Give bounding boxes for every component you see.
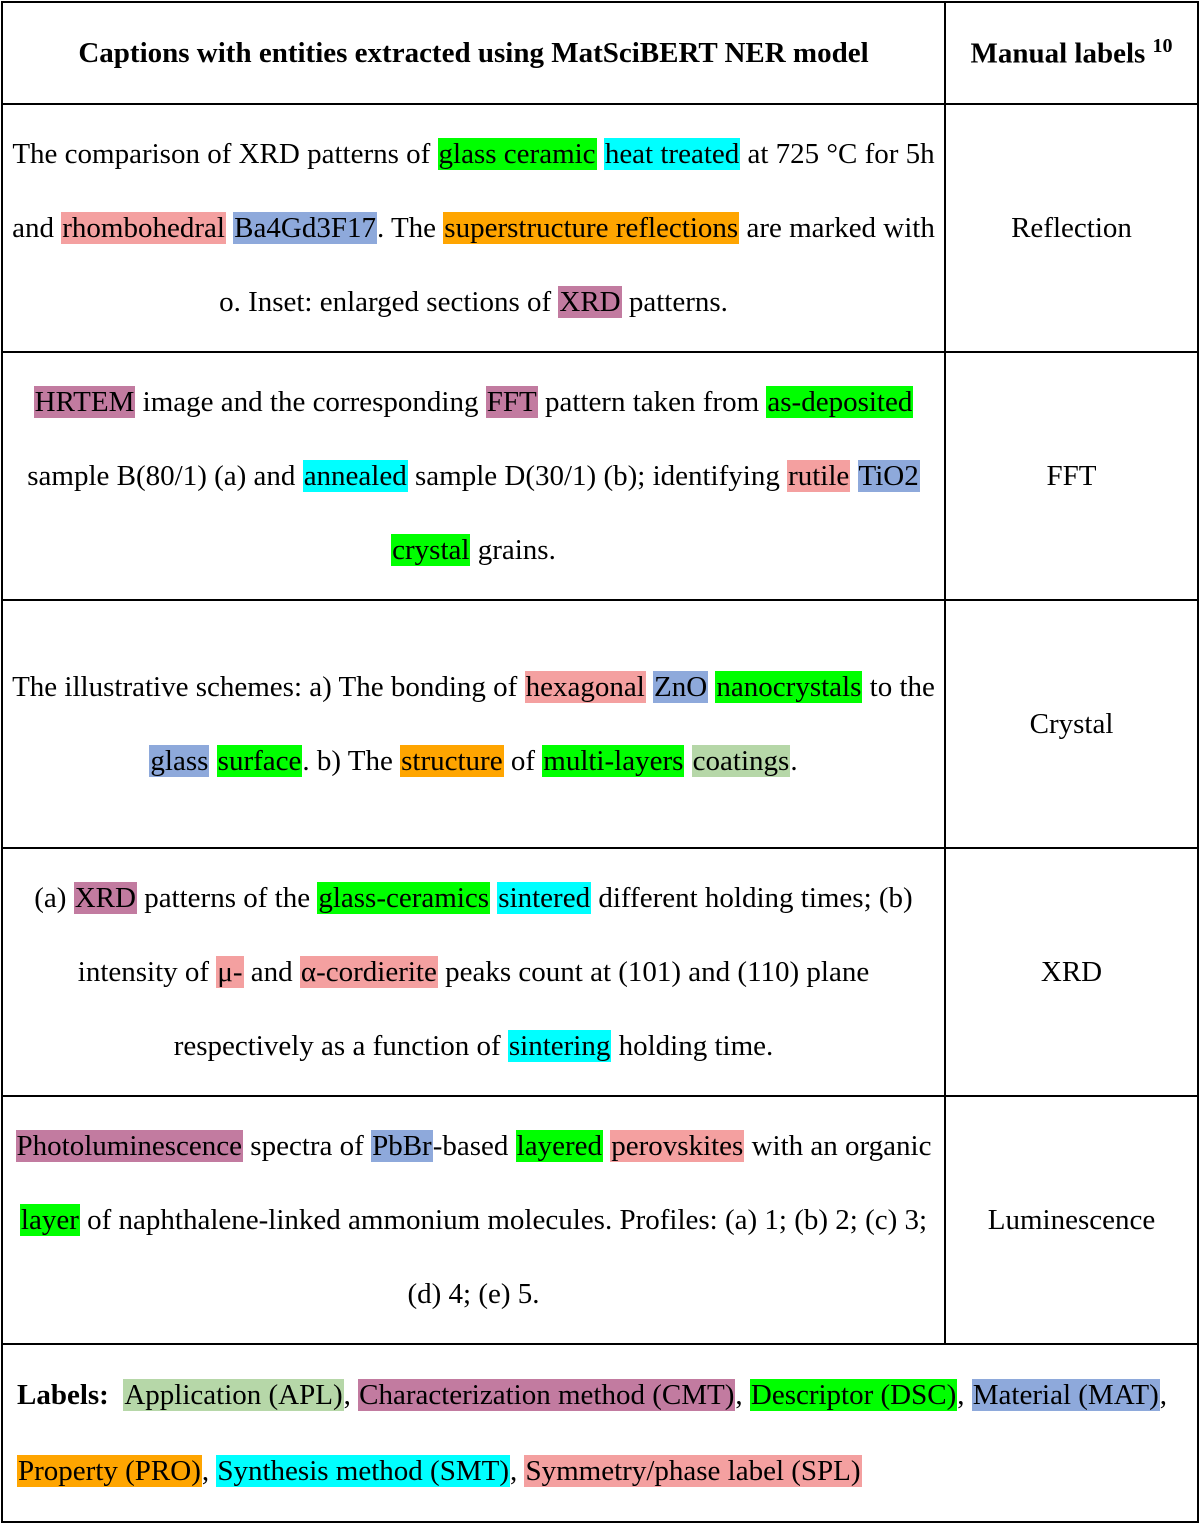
caption-text: . [790,745,798,777]
table-body [2,104,1198,1522]
manual-label-cell: FFT [945,352,1198,600]
header-row [2,2,1198,104]
legend-row [2,1344,1198,1522]
caption-text: . b) The [302,745,401,777]
caption-text [646,671,653,703]
entity-smt: annealed [303,460,407,492]
legend-item-mat: Material (MAT) [972,1379,1159,1411]
entity-cmt: HRTEM [34,386,135,418]
caption-text: The comparison of XRD patterns of [12,138,438,170]
caption-cell [2,104,945,352]
caption-text [684,745,691,777]
legend-separator: , [343,1379,359,1411]
entity-spl: rhombohedral [62,212,225,244]
legend-separator: , [735,1379,750,1411]
entity-dsc: multi-layers [543,745,684,777]
entity-cmt: Photoluminescence [16,1130,243,1162]
caption-column-header [2,2,945,104]
caption-text: different holding times; (b) intensity of [77,882,913,988]
entity-apl: coatings [692,745,790,777]
entity-dsc: surface [217,745,302,777]
caption-text: holding time. [611,1030,774,1062]
caption-text: image and the corresponding [135,386,486,418]
entity-spl: hexagonal [525,671,645,703]
table-row [2,352,1198,600]
caption-cell [2,848,945,1096]
table-row [2,104,1198,352]
entity-spl: μ- [217,956,243,988]
legend-separator: , [1159,1379,1168,1411]
entity-mat: glass [150,745,209,777]
entity-cmt: FFT [486,386,537,418]
caption-text [850,460,857,492]
entity-dsc: as-deposited [767,386,913,418]
manual-label-cell: Reflection [945,104,1198,352]
caption-text: -based [432,1130,516,1162]
caption-text: sample D(30/1) (b); identifying [407,460,788,492]
legend-item-spl: Symmetry/phase label (SPL) [525,1455,861,1487]
legend-item-smt: Synthesis method (SMT) [217,1455,509,1487]
caption-text: patterns. [621,286,728,318]
caption-cell [2,1096,945,1344]
entity-spl: perovskites [611,1130,744,1162]
entity-dsc: crystal [392,534,470,566]
caption-text: (a) [34,882,74,914]
manual-label-cell: XRD [945,848,1198,1096]
caption-column-header-text: Captions with entities extracted using MatSciBERT NER model [78,36,869,69]
legend-item-pro: Property (PRO) [18,1455,201,1487]
ner-caption-table [1,1,1199,1523]
entity-mat: ZnO [654,671,708,703]
entity-dsc: glass-ceramics [318,882,490,914]
entity-dsc: nanocrystals [716,671,862,703]
entity-smt: heat treated [604,138,740,170]
legend-separator: , [201,1455,217,1487]
manual-label-cell: Luminescence [945,1096,1198,1344]
caption-text: of [503,745,543,777]
entity-mat: Ba4Gd3F17 [234,212,376,244]
legend-separator: , [957,1379,972,1411]
entity-smt: sintering [508,1030,611,1062]
entity-smt: sintered [498,882,591,914]
entity-dsc: layered [516,1130,602,1162]
entity-cmt: XRD [74,882,136,914]
table-row [2,600,1198,848]
entity-dsc: layer [20,1204,79,1236]
caption-text: pattern taken from [537,386,767,418]
manual-label-cell: Crystal [945,600,1198,848]
entity-mat: PbBr [372,1130,432,1162]
caption-text: with an organic [744,1130,932,1162]
caption-text: and [243,956,300,988]
caption-text: sample B(80/1) (a) and [27,460,303,492]
caption-text: are marked with o. Inset: enlarged sections of [219,212,935,318]
entity-pro: superstructure reflections [444,212,739,244]
caption-text: of naphthalene-linked ammonium molecules. Profiles: (a) 1; (b) 2; (c) 3; (d) 4; (e) 5. [79,1204,928,1310]
caption-cell [2,352,945,600]
entity-dsc: glass ceramic [438,138,596,170]
legend-separator: , [509,1455,525,1487]
caption-text: . The [376,212,444,244]
legend-cell [2,1344,1198,1522]
caption-text [597,138,604,170]
caption-text: to the [862,671,935,703]
caption-text: grains. [470,534,556,566]
entity-spl: rutile [788,460,850,492]
footnote-marker: 10 [1152,35,1173,58]
caption-text [209,745,216,777]
entity-spl: α-cordierite [300,956,437,988]
legend-item-cmt: Characterization method (CMT) [359,1379,735,1411]
entity-pro: structure [401,745,503,777]
legend-title: Labels: [17,1379,109,1411]
legend-item-apl: Application (APL) [124,1379,343,1411]
caption-text: at 725 °C for 5h and [12,138,935,244]
entity-mat: TiO2 [858,460,919,492]
legend-item-dsc: Descriptor (DSC) [750,1379,957,1411]
caption-cell [2,600,945,848]
table-row [2,1096,1198,1344]
caption-text: spectra of [243,1130,372,1162]
entity-cmt: XRD [559,286,621,318]
legend-items [17,1379,1167,1487]
caption-text: The illustrative schemes: a) The bonding of [12,671,525,703]
caption-text: peaks count at (101) and (110) plane respectively as a function of [173,956,870,1062]
label-column-header-text: Manual labels [970,37,1146,70]
label-column-header [945,2,1198,104]
table-row [2,848,1198,1096]
caption-text: patterns of the [136,882,318,914]
